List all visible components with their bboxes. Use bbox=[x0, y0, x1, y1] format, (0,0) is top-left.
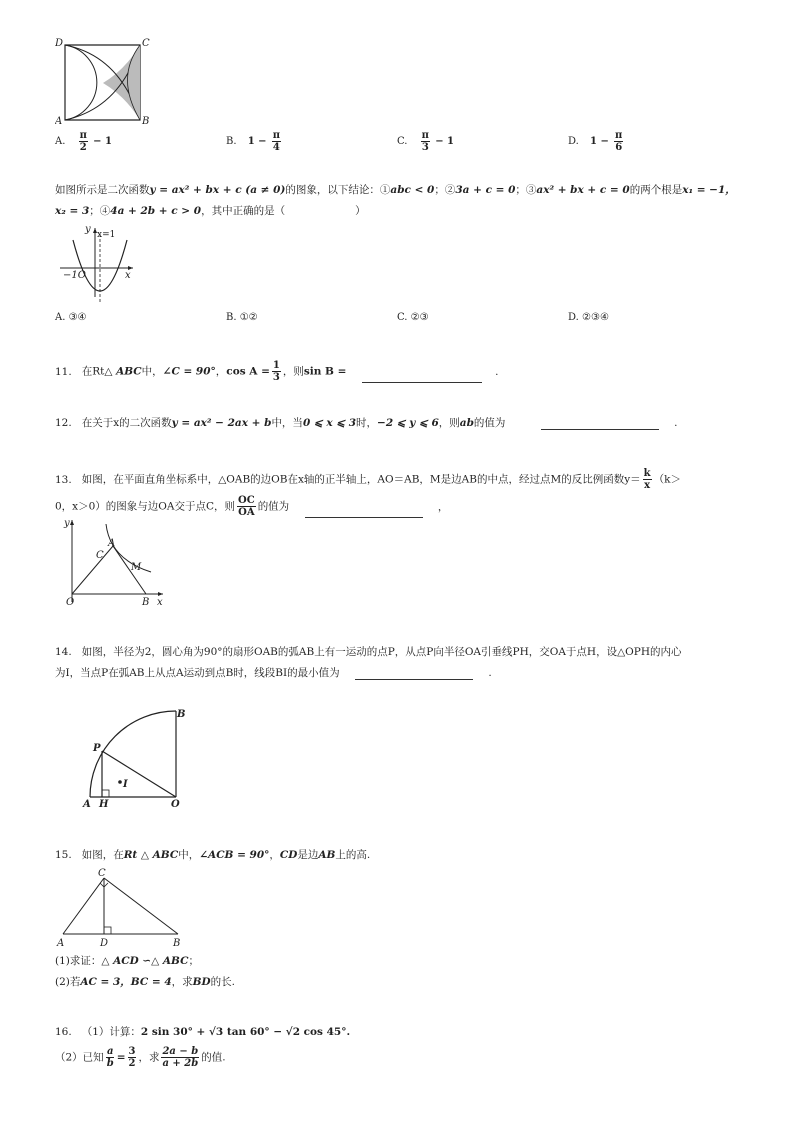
label-I: I bbox=[123, 779, 128, 790]
frac-num: π bbox=[421, 130, 429, 141]
frac-den: 4 bbox=[272, 142, 280, 153]
parabola-option-c[interactable] bbox=[397, 311, 429, 325]
q14-sector-figure bbox=[80, 705, 195, 810]
answer-blank-13[interactable] bbox=[305, 507, 423, 518]
label-A: A bbox=[108, 538, 116, 549]
label-m1-o: −1O bbox=[63, 270, 86, 281]
label-A: A bbox=[83, 799, 91, 810]
label-B: B bbox=[142, 116, 150, 126]
label-D: D bbox=[55, 38, 64, 49]
frac-den: 6 bbox=[615, 142, 623, 153]
label-C: C bbox=[142, 38, 150, 49]
option-pre: 1 − bbox=[590, 136, 609, 147]
label-O: O bbox=[171, 799, 180, 810]
label-C: C bbox=[98, 868, 106, 879]
question-15: 15. 如图，在Rt △ ABC中，∠ACB = 90°，CD是边AB上的高. bbox=[55, 849, 371, 861]
question-14-line1: 14. 如图，半径为2，圆心角为90°的扇形OAB的弧AB上有一运动的点P，从点P向半径OA引垂线PH，交OA于点H，设△OPH的内心 bbox=[55, 646, 682, 658]
option-a[interactable] bbox=[55, 130, 112, 153]
parabola-option-b[interactable] bbox=[226, 311, 258, 325]
question-11: 11. 在Rt△ ABC中，∠C = 90°，cos A = $\frac{1}{3}$ ，则sin B = . bbox=[55, 360, 499, 383]
square-arcs-figure bbox=[55, 38, 155, 126]
label-x-eq-1: x=1 bbox=[97, 230, 116, 240]
question-16-part1: 16. （1）计算：2 sin 30° + √3 tan 60° − √2 cos 45°. bbox=[55, 1026, 351, 1038]
label-B: B bbox=[142, 597, 150, 606]
option-letter: A. bbox=[55, 312, 66, 323]
label-B: B bbox=[177, 709, 186, 720]
frac-den: 3 bbox=[421, 142, 429, 153]
answer-blank-12[interactable] bbox=[541, 419, 659, 430]
option-d[interactable] bbox=[568, 130, 625, 153]
label-D: D bbox=[100, 938, 109, 948]
parabola-option-d[interactable] bbox=[568, 311, 609, 325]
label-M: M bbox=[131, 562, 142, 573]
frac-num: π bbox=[615, 130, 623, 141]
label-x: x bbox=[157, 597, 163, 606]
parabola-question-line1: 如图所示是二次函数y = ax² + bx + c (a ≠ 0)的图象，以下结论：①abc < 0；②3a + c = 0；③ax² + bx + c = 0的两个根是x₁ = −1， bbox=[55, 184, 736, 196]
question-13-line1: 13. 如图，在平面直角坐标系中，△OAB的边OB在x轴的正半轴上，AO＝AB，M是边AB的中点，经过点M的反比例函数y＝ $\frac{k}{x}$ （k＞ bbox=[55, 468, 681, 491]
parabola-question-line2: x₂ = 3；④4a + 2b + c > 0，其中正确的是（ ） bbox=[55, 205, 366, 217]
option-letter: A. bbox=[55, 136, 66, 147]
option-text: ②③④ bbox=[582, 312, 609, 323]
option-text: ③④ bbox=[68, 312, 87, 323]
label-A: A bbox=[57, 938, 65, 948]
frac-num: π bbox=[79, 130, 87, 141]
question-15-part1: (1)求证：△ ACD ∽△ ABC； bbox=[55, 955, 199, 967]
option-letter: D. bbox=[568, 312, 579, 323]
option-letter: B. bbox=[226, 136, 237, 147]
label-P: P bbox=[93, 743, 101, 754]
frac-den: 2 bbox=[79, 142, 87, 153]
answer-blank-11[interactable] bbox=[362, 372, 482, 383]
label-x: x bbox=[125, 270, 131, 281]
parabola-option-a[interactable] bbox=[55, 311, 87, 325]
answer-blank-14[interactable] bbox=[355, 669, 473, 680]
option-text: ②③ bbox=[410, 312, 429, 323]
option-tail: − 1 bbox=[93, 136, 112, 147]
option-tail: − 1 bbox=[435, 136, 455, 147]
option-letter: C. bbox=[397, 312, 408, 323]
label-A: A bbox=[55, 116, 63, 126]
option-text: ①② bbox=[239, 312, 258, 323]
question-14-line2: 为I，当点P在弧AB上从点A运动到点B时，线段BI的最小值为 . bbox=[55, 667, 492, 679]
option-pre: 1 − bbox=[247, 136, 267, 147]
question-15-part2: (2)若AC = 3，BC = 4，求BD的长. bbox=[55, 976, 235, 988]
question-16-part2: （2）已知 $\frac{a}{b}$ = $\frac{3}{2}$ ，求 $\frac{2a - b}{a + 2b}$ 的值. bbox=[55, 1046, 226, 1069]
q15-triangle-figure bbox=[55, 866, 185, 948]
label-H: H bbox=[99, 799, 109, 810]
frac-num: π bbox=[272, 130, 281, 141]
question-13-line2: 0，x＞0）的图象与边OA交于点C，则 $\frac{OC}{OA}$ 的值为 ， bbox=[55, 495, 449, 518]
option-c[interactable] bbox=[397, 130, 454, 153]
label-y: y bbox=[64, 518, 70, 529]
option-letter: D. bbox=[568, 136, 579, 147]
q13-figure bbox=[58, 514, 173, 606]
option-letter: C. bbox=[397, 136, 408, 147]
label-y: y bbox=[85, 224, 91, 235]
option-letter: B. bbox=[226, 312, 237, 323]
option-b[interactable] bbox=[226, 130, 283, 153]
parabola-figure bbox=[55, 222, 145, 302]
label-O: O bbox=[66, 597, 75, 606]
label-B: B bbox=[173, 938, 181, 948]
label-C: C bbox=[96, 550, 104, 561]
question-12: 12. 在关于x的二次函数y = ax² − 2ax + b中，当0 ⩽ x ⩽ 3时，−2 ⩽ y ⩽ 6，则ab的值为 . bbox=[55, 417, 678, 429]
